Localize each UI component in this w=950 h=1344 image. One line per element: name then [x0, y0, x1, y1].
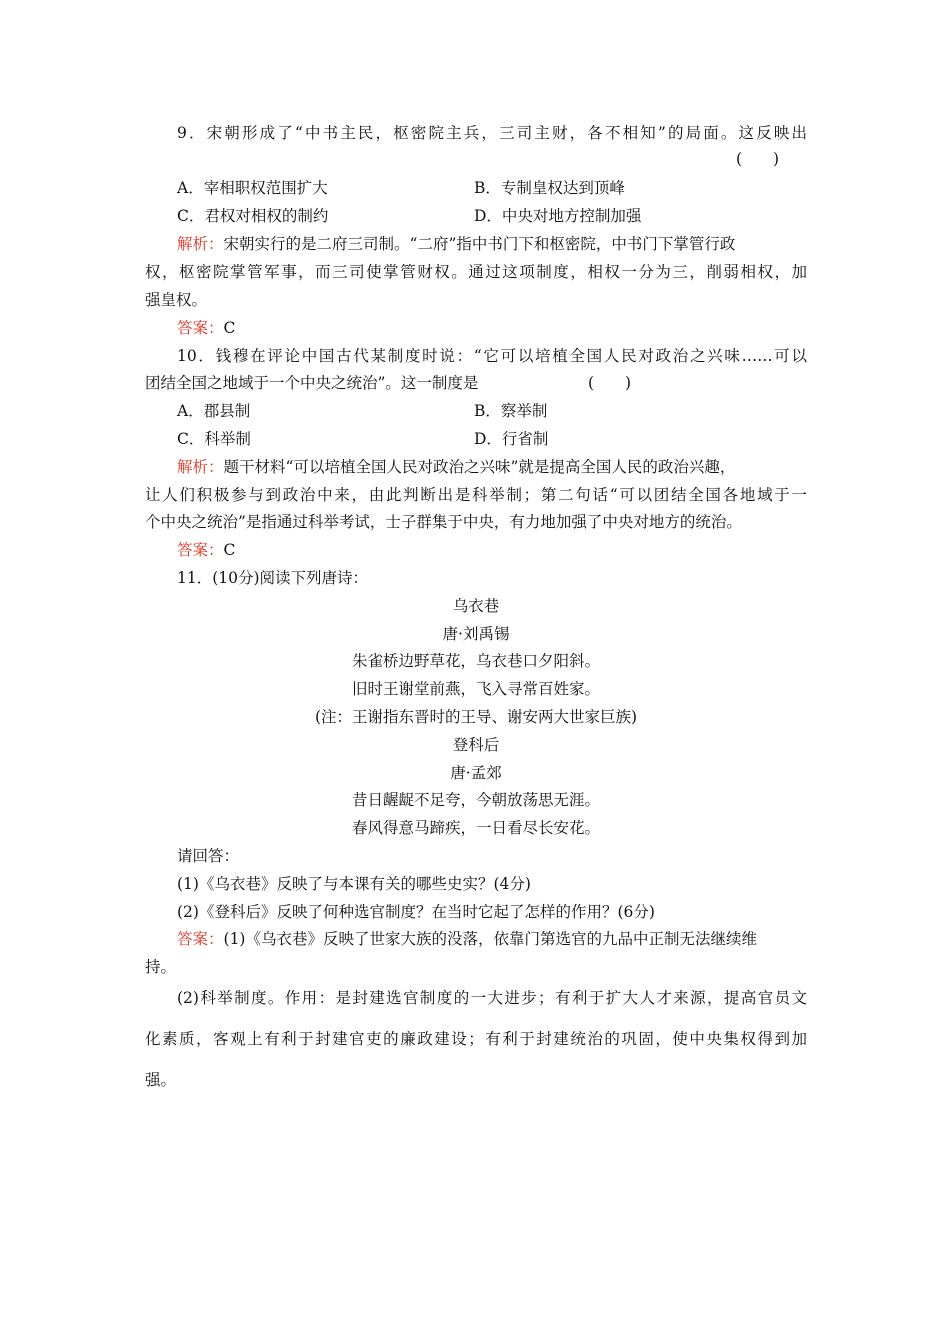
q9-option-a: A．宰相职权范围扩大	[177, 179, 328, 197]
q9-answer-paren: ( )	[736, 150, 780, 168]
q10-analysis-label: 解析：	[177, 458, 224, 476]
q11-answer1-text1: (1)《乌衣巷》反映了世家大族的没落，依靠门第选官的九品中正制无法继续维	[223, 930, 757, 948]
q9-option-d: D．中央对地方控制加强	[474, 207, 642, 225]
q10-stem-line1: 10．钱穆在评论中国古代某制度时说：“它可以培植全国人民对政治之兴味……可以	[177, 347, 807, 365]
q11-answer1-line2: 持。	[145, 958, 177, 976]
poem2-author: 唐·孟郊	[450, 764, 502, 782]
q10-stem-line2: 团结全国之地域于一个中央之统治”。这一制度是	[145, 374, 479, 392]
q11-answer2-line1: (2)科举制度。作用：是封建选官制度的一大进步；有利于扩大人才来源，提高官员文	[177, 989, 807, 1007]
poem2-line1: 昔日龌龊不足夸，今朝放荡思无涯。	[351, 791, 600, 809]
q9-answer-label: 答案：	[177, 319, 224, 337]
q10-option-a: A．郡县制	[177, 402, 251, 420]
poem2-line2: 春风得意马蹄疾，一日看尽长安花。	[351, 819, 600, 837]
q9-analysis-label: 解析：	[177, 235, 224, 253]
q11-answer2-line2: 化素质，客观上有利于封建官吏的廉政建设；有利于封建统治的巩固，使中央集权得到加	[145, 1030, 807, 1048]
q11-prompt: 请回答：	[177, 847, 240, 865]
q10-analysis-text1: 题干材料“可以培植全国人民对政治之兴味”就是提高全国人民的政治兴趣，	[223, 458, 736, 476]
q9-answer-value: C	[223, 319, 236, 337]
q11-stem: 11．(10分)阅读下列唐诗：	[177, 569, 369, 587]
q10-analysis-line3: 个中央之统治”是指通过科举考试，士子群集于中央，有力地加强了中央对地方的统治。	[145, 513, 742, 531]
q9-stem: 9．宋朝形成了“中书主民，枢密院主兵，三司主财，各不相知”的局面。这反映出	[177, 124, 807, 142]
q10-analysis-line2: 让人们积极参与到政治中来，由此判断出是科举制；第二句话“可以团结全国各地域于一	[145, 486, 807, 504]
q10-answer	[177, 539, 235, 561]
q10-answer-value: C	[223, 541, 236, 559]
poem1-line1: 朱雀桥边野草花，乌衣巷口夕阳斜。	[351, 652, 600, 670]
q9-option-c: C．君权对相权的制约	[177, 207, 329, 225]
poem1-title: 乌衣巷	[452, 597, 500, 615]
q9-option-b: B．专制皇权达到顶峰	[474, 179, 625, 197]
q11-answer-line1	[177, 928, 807, 950]
q9-analysis-line3: 强皇权。	[145, 291, 208, 309]
q11-answer2-line3: 强。	[145, 1071, 177, 1089]
poem1-author: 唐·刘禹锡	[442, 625, 510, 643]
poem1-line2: 旧时王谢堂前燕，飞入寻常百姓家。	[351, 680, 600, 698]
q9-analysis-line1	[177, 233, 735, 255]
q11-sub2: (2)《登科后》反映了何种选官制度？在当时它起了怎样的作用？(6分)	[177, 903, 655, 921]
q9-analysis-text1: 宋朝实行的是二府三司制。“二府”指中书门下和枢密院，中书门下掌管行政	[223, 235, 736, 253]
q10-answer-label: 答案：	[177, 541, 224, 559]
q10-option-b: B．察举制	[474, 402, 548, 420]
q9-analysis-line2: 权，枢密院掌管军事，而三司使掌管财权。通过这项制度，相权一分为三，削弱相权，加	[145, 263, 807, 281]
q10-answer-paren: ( )	[588, 374, 632, 392]
q10-analysis-line1	[177, 456, 735, 478]
q11-answer-label: 答案：	[177, 930, 224, 948]
poem1-note: (注：王谢指东晋时的王导、谢安两大世家巨族)	[314, 708, 638, 726]
q10-option-c: C．科举制	[177, 430, 251, 448]
q11-sub1: (1)《乌衣巷》反映了与本课有关的哪些史实？(4分)	[177, 875, 531, 893]
q10-option-d: D．行省制	[474, 430, 549, 448]
poem2-title: 登科后	[452, 736, 500, 754]
q9-answer	[177, 317, 235, 339]
